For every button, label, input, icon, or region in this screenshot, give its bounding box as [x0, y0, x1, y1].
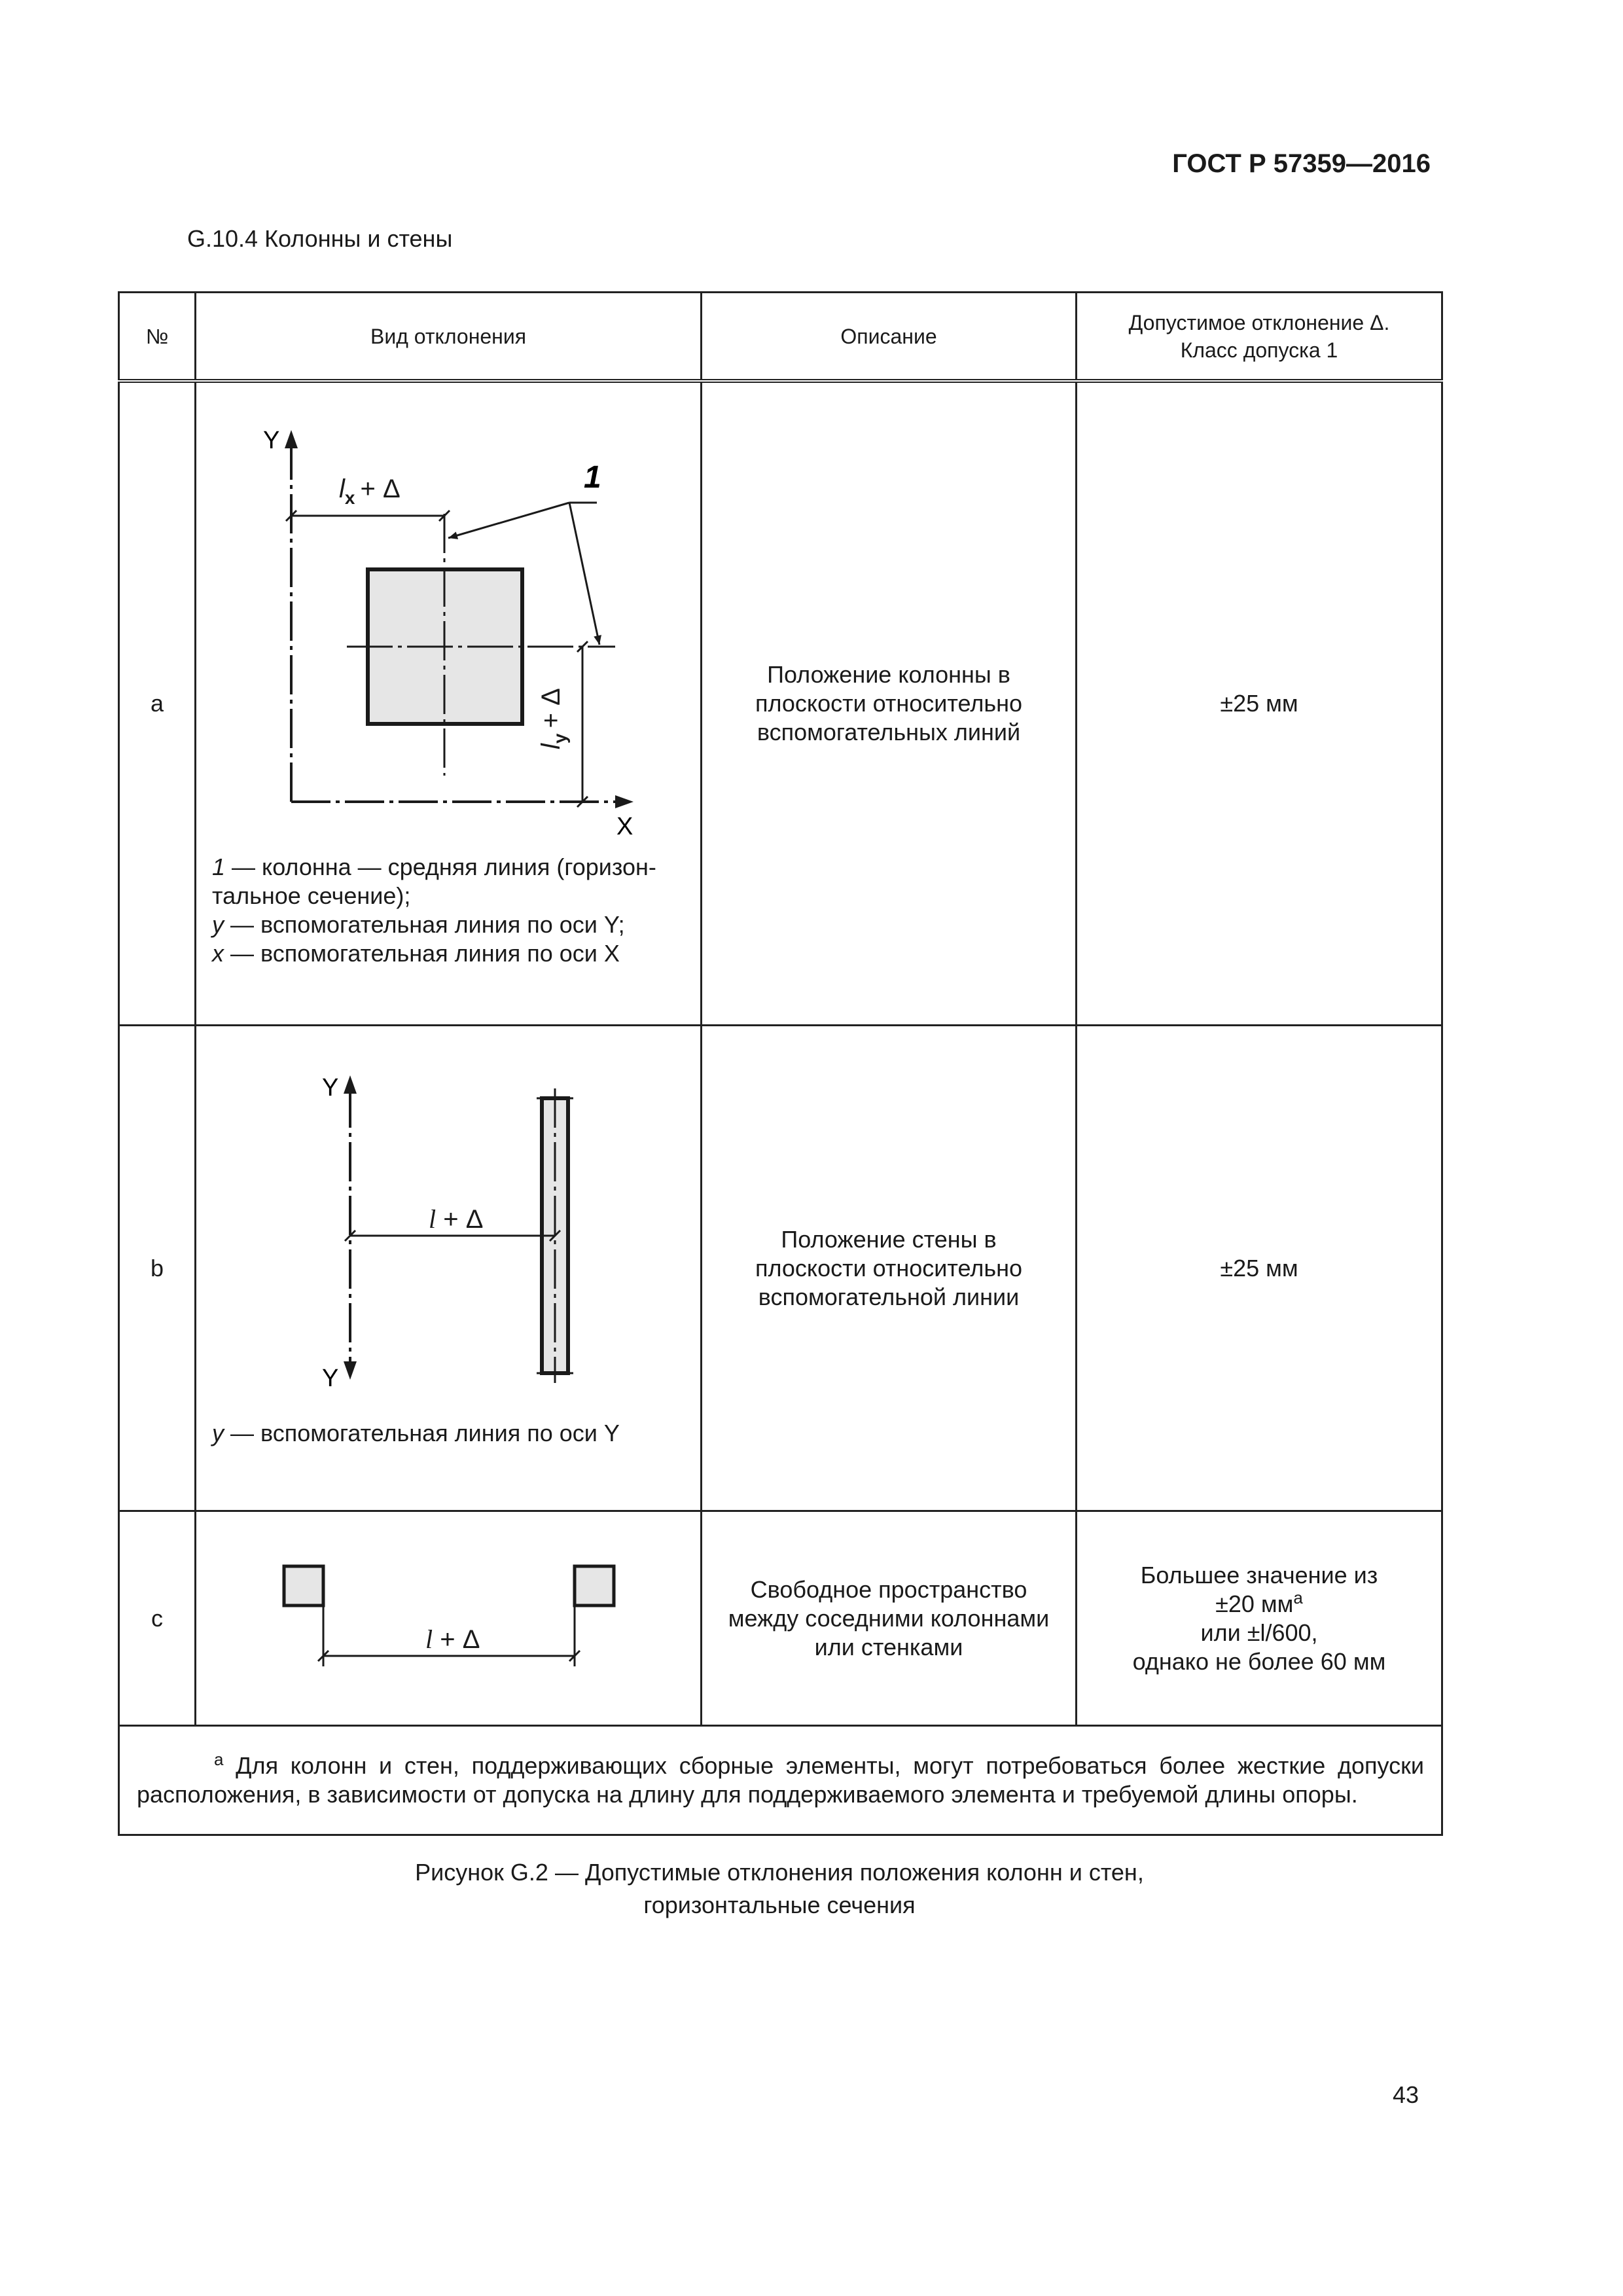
legend-item: y — вспомогательная линия по оси Y: [212, 1420, 620, 1447]
lx-dimension-label: [339, 475, 401, 508]
description-b: Положение стены в плоскости относительно вспомогательной линии: [702, 1026, 1077, 1511]
header-tolerance-line1: Допустимое отклонение Δ.: [1128, 310, 1390, 334]
table-row-c: [119, 1511, 1442, 1726]
lx-l: l: [339, 475, 345, 504]
figure-caption: [118, 1856, 1441, 1922]
legend-a: [212, 853, 656, 968]
row-id: c: [119, 1511, 196, 1726]
figure-cell-c: [196, 1511, 702, 1726]
footnote-mark: a: [214, 1749, 224, 1770]
x-axis-label: X: [616, 813, 633, 841]
spacing-diagram: [196, 1512, 702, 1725]
header-number: №: [119, 293, 196, 382]
wall-axis-label-top: Y: [322, 1074, 339, 1102]
tolerance-c: Большее значение из ±20 $мм^a$ или ±l/600, однако не более 60 мм: [1077, 1511, 1442, 1726]
footnote-text: Для колонн и стен, поддерживающих сборные элементы, могут потребоваться более жесткие допуски расположения, в зависимости от допуска на длину для поддерживаемого элемента и требуемой длины опоры.: [137, 1752, 1424, 1808]
lx-sub: x: [344, 488, 355, 509]
y-axis-label: Y: [263, 427, 280, 455]
ly-rest: + Δ: [537, 688, 565, 728]
page-number: 43: [1393, 2081, 1419, 2108]
footnote-ref: a: [1293, 1587, 1303, 1607]
spacing-dim-l: l: [425, 1624, 433, 1655]
description-a: Положение колонны в плоскости относительно вспомогательных линий: [702, 381, 1077, 1025]
legend-item: x — вспомогательная линия по оси X: [212, 940, 620, 967]
wall-axis-arrow-top: [344, 1075, 357, 1094]
legend-item: тальное сечение);: [212, 882, 411, 910]
table-row-b: [119, 1026, 1442, 1511]
wall-dimension-label: [429, 1204, 483, 1234]
figure-cell-b: [196, 1026, 702, 1511]
legend-item: y — вспомогательная линия по оси Y;: [212, 911, 625, 939]
document-code: ГОСТ Р 57359—2016: [1172, 149, 1431, 178]
header-deviation-type: Вид отклонения: [196, 293, 702, 382]
caption-line-2: горизонтальные сечения: [643, 1892, 916, 1918]
header-tolerance-line2: Класс допуска 1: [1180, 338, 1338, 362]
ly-sub: y: [550, 733, 570, 744]
tolerance-table: [118, 291, 1443, 1836]
row-id: a: [119, 381, 196, 1025]
header-description: Описание: [702, 293, 1077, 382]
wall-dim-l: l: [429, 1204, 437, 1234]
wall-axis-label-bottom: Y: [322, 1365, 339, 1393]
footnote: [119, 1726, 1442, 1835]
callout-leader-1: [448, 503, 569, 538]
row-id: b: [119, 1026, 196, 1511]
section-heading: G.10.4 Колонны и стены: [187, 225, 453, 252]
table-row-a: [119, 381, 1442, 1025]
tolerance-a: ±25 мм: [1077, 381, 1442, 1025]
figure-cell-a: [196, 381, 702, 1025]
footnote-row: [119, 1726, 1442, 1835]
legend-item: 1 — колонна — средняя линия (горизон-: [212, 853, 656, 881]
callout-number: 1: [584, 460, 601, 495]
table-header-row: [119, 293, 1442, 382]
caption-line-1: Рисунок G.2 — Допустимые отклонения положения колонн и стен,: [415, 1859, 1144, 1886]
header-tolerance: [1077, 293, 1442, 382]
ly-l: l: [537, 744, 565, 750]
lx-rest: + Δ: [360, 475, 401, 504]
spacing-dim-rest: + Δ: [433, 1625, 480, 1655]
spacing-dimension-label: [425, 1624, 480, 1654]
right-column: [575, 1566, 614, 1605]
ly-dimension-label: [537, 689, 570, 750]
left-column: [284, 1566, 323, 1605]
wall-axis-arrow-bottom: [344, 1361, 357, 1380]
legend-b: [212, 1419, 620, 1448]
y-axis-arrow: [285, 430, 298, 448]
callout-leader-2: [569, 503, 599, 645]
description-c: Свободное пространство между соседними колоннами или стенками: [702, 1511, 1077, 1726]
tolerance-b: ±25 мм: [1077, 1026, 1442, 1511]
wall-dim-rest: + Δ: [436, 1205, 484, 1234]
x-axis-arrow: [615, 795, 633, 808]
